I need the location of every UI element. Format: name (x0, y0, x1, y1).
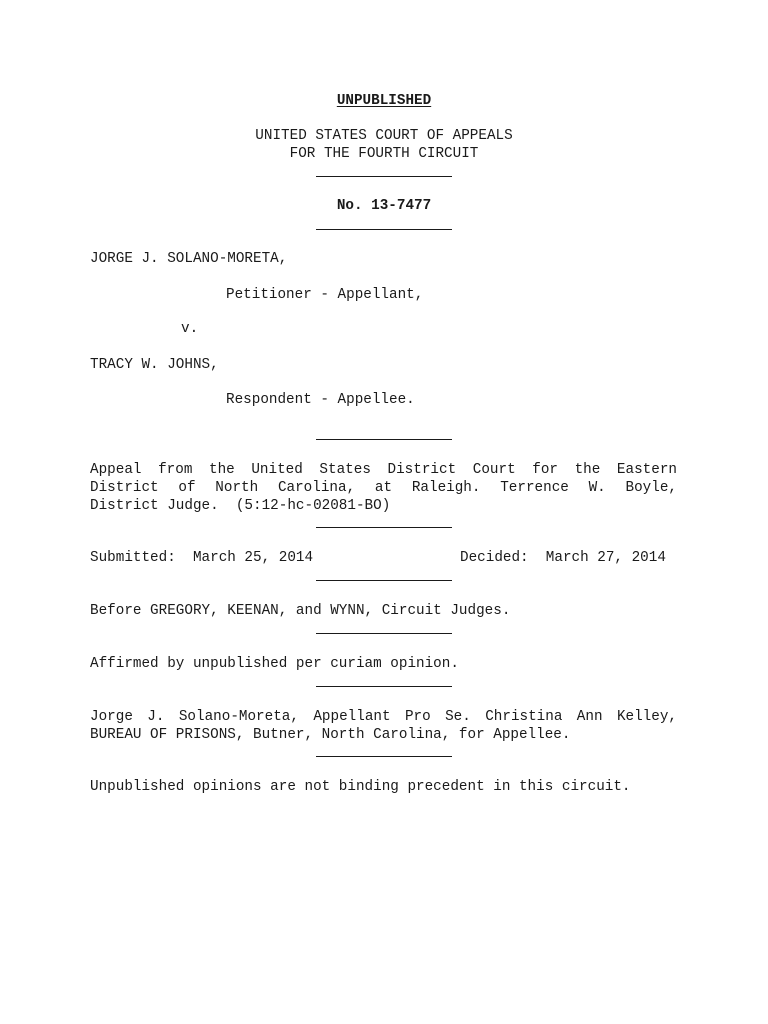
case-number: No. 13-7477 (336, 198, 432, 214)
versus: v. (181, 321, 199, 337)
divider-rule (316, 633, 452, 634)
unpublished-heading: UNPUBLISHED (336, 93, 432, 109)
divider-rule (316, 580, 452, 581)
appellant-role: Petitioner - Appellant, (226, 287, 424, 303)
divider-rule (316, 527, 452, 528)
court-name-line2: FOR THE FOURTH CIRCUIT (289, 146, 479, 162)
divider-rule (316, 686, 452, 687)
counsel-line-1: Jorge J. Solano-Moreta, Appellant Pro Se. Christina Ann Kelley, (90, 709, 677, 725)
appeal-line-3: District Judge. (5:12-hc-02081-BO) (90, 498, 391, 514)
decided-date: Decided: March 27, 2014 (460, 550, 666, 566)
appellee-name: TRACY W. JOHNS, (90, 357, 219, 373)
appeal-line-2: District of North Carolina, at Raleigh. Terrence W. Boyle, (90, 480, 677, 496)
panel-judges: Before GREGORY, KEENAN, and WYNN, Circuit Judges. (90, 603, 511, 619)
divider-rule (316, 176, 452, 177)
appeal-line-1: Appeal from the United States District Court for the Eastern (90, 462, 677, 478)
appellant-name: JORGE J. SOLANO-MORETA, (90, 251, 288, 267)
counsel-line-2: BUREAU OF PRISONS, Butner, North Carolina, for Appellee. (90, 727, 571, 743)
divider-rule (316, 756, 452, 757)
court-name-line1: UNITED STATES COURT OF APPEALS (255, 128, 513, 144)
disposition: Affirmed by unpublished per curiam opinion. (90, 656, 459, 672)
divider-rule (316, 229, 452, 230)
divider-rule (316, 439, 452, 440)
submitted-date: Submitted: March 25, 2014 (90, 550, 314, 566)
precedent-notice: Unpublished opinions are not binding precedent in this circuit. (90, 779, 631, 795)
appellee-role: Respondent - Appellee. (226, 392, 415, 408)
